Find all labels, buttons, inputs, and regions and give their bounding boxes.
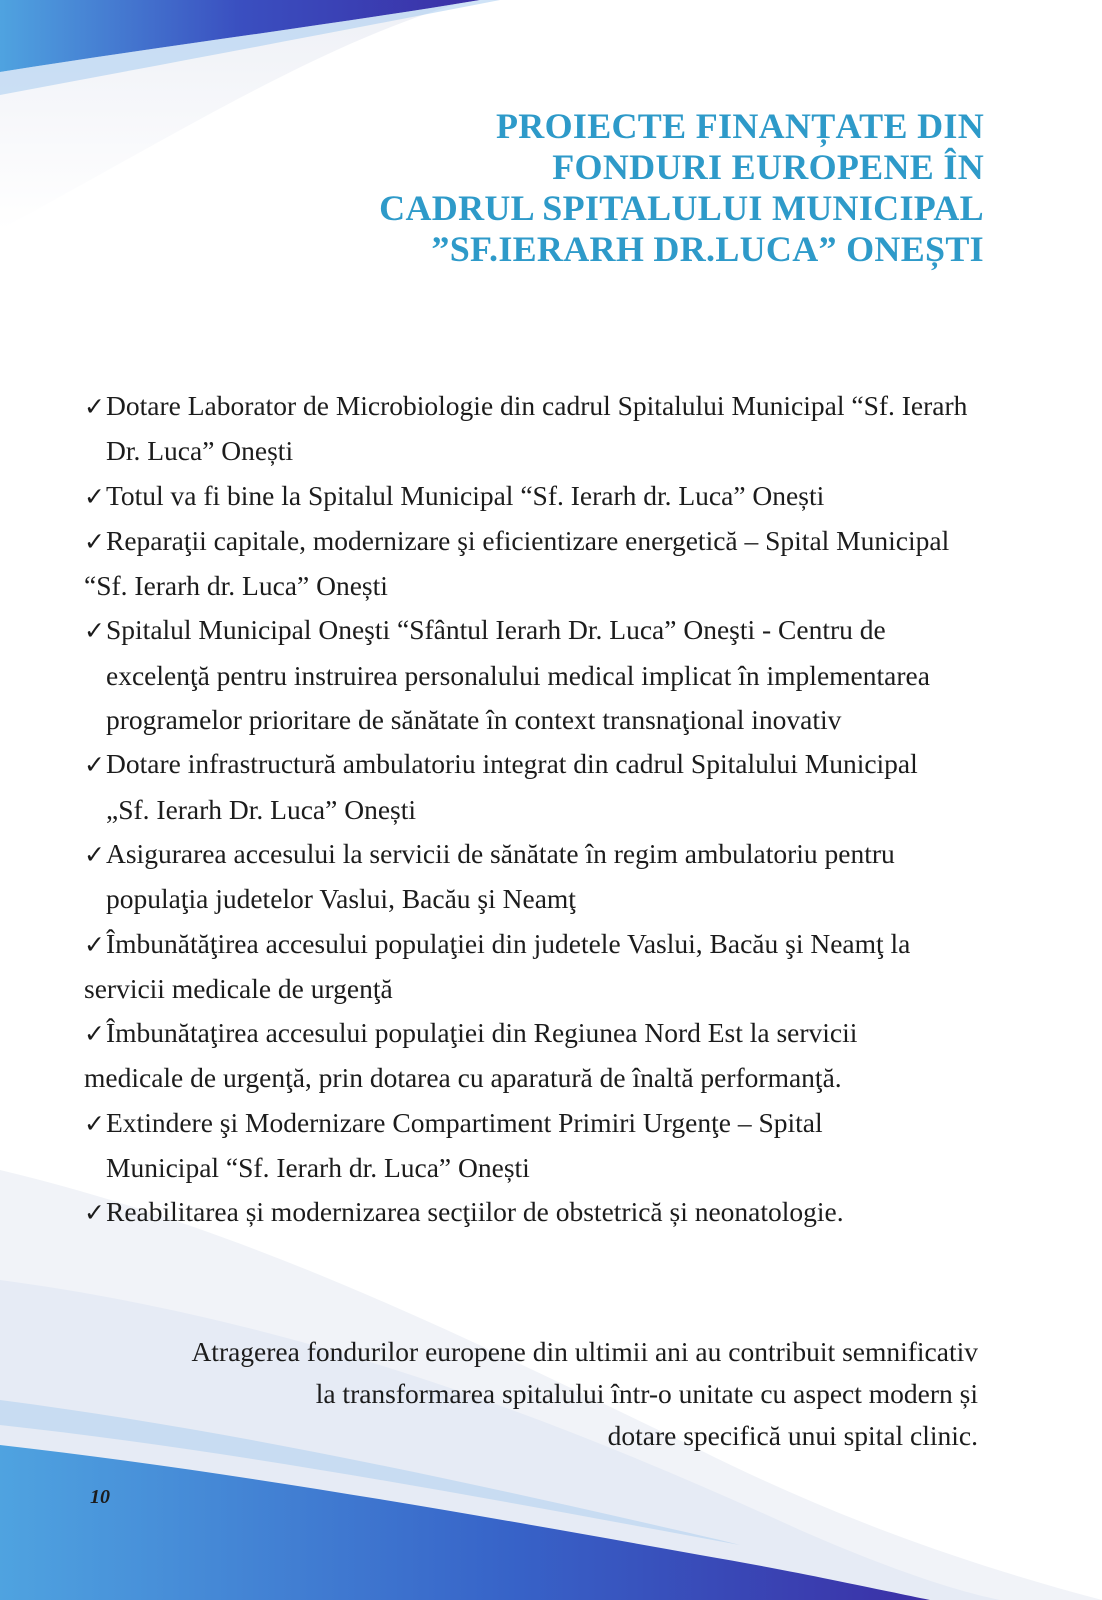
- project-title-continuation: excelenţă pentru instruirea personalului medical implicat în implementarea: [106, 659, 930, 691]
- project-title: Reabilitarea și modernizarea secţiilor de obstetrică și neonatologie.: [106, 1196, 844, 1228]
- project-title-continuation: “Sf. Ierarh dr. Luca” Onești: [84, 570, 388, 602]
- project-item: [84, 742, 1064, 832]
- title-line: ”SF.IERARH DR.LUCA” ONEȘTI: [431, 229, 984, 269]
- project-title: Extindere şi Modernizare Compartiment Primiri Urgenţe – Spital: [106, 1106, 823, 1138]
- project-item: [84, 1101, 1064, 1191]
- project-title: Îmbunătaţirea accesului populaţiei din Regiunea Nord Est la servicii: [106, 1017, 858, 1049]
- project-title: Totul va fi bine la Spitalul Municipal “Sf. Ierarh dr. Luca” Onești: [106, 479, 825, 511]
- project-title: Asigurarea accesului la servicii de sănătate în regim ambulatoriu pentru: [106, 837, 895, 869]
- checkmark-icon: ✓: [84, 616, 105, 646]
- checkmark-icon: ✓: [84, 481, 105, 511]
- project-title-continuation: Municipal “Sf. Ierarh dr. Luca” Onești: [106, 1152, 530, 1184]
- title-line: CADRUL SPITALULUI MUNICIPAL: [379, 188, 984, 228]
- page-title: [264, 106, 984, 270]
- project-title: Dotare infrastructură ambulatoriu integrat din cadrul Spitalului Municipal: [106, 748, 918, 780]
- checkmark-icon: ✓: [84, 1019, 105, 1049]
- checkmark-icon: ✓: [84, 929, 105, 959]
- closing-line: Atragerea fondurilor europene din ultimii ani au contribuit semnificativ: [191, 1336, 978, 1367]
- projects-list: [84, 384, 1064, 1236]
- project-item: [84, 922, 1064, 1012]
- closing-statement: [78, 1331, 978, 1457]
- project-item: [84, 1011, 1064, 1101]
- project-title: Spitalul Municipal Oneşti “Sfântul Ierarh Dr. Luca” Oneşti - Centru de: [106, 614, 886, 646]
- title-line: FONDURI EUROPENE ÎN: [552, 147, 984, 187]
- project-title: Îmbunătăţirea accesului populaţiei din judetele Vaslui, Bacău şi Neamţ la: [106, 927, 911, 959]
- project-item: [84, 832, 1064, 922]
- checkmark-icon: ✓: [84, 750, 105, 780]
- project-item: [84, 608, 1064, 742]
- project-title-continuation: servicii medicale de urgenţă: [84, 972, 393, 1004]
- title-line: PROIECTE FINANȚATE DIN: [496, 106, 984, 146]
- project-item: [84, 519, 1064, 609]
- project-item: [84, 474, 1064, 519]
- project-title-continuation: programelor prioritare de sănătate în context transnaţional inovativ: [106, 704, 842, 736]
- project-item: [84, 384, 1064, 474]
- checkmark-icon: ✓: [84, 1198, 105, 1228]
- project-item: [84, 1190, 1064, 1235]
- checkmark-icon: ✓: [84, 392, 105, 421]
- project-title: Reparaţii capitale, modernizare şi eficientizare energetică – Spital Municipal: [106, 524, 950, 556]
- project-title: Dotare Laborator de Microbiologie din cadrul Spitalului Municipal “Sf. Ierarh: [106, 390, 968, 421]
- page-number: 10: [90, 1486, 110, 1508]
- checkmark-icon: ✓: [84, 526, 105, 556]
- checkmark-icon: ✓: [84, 839, 105, 869]
- project-title-continuation: populaţia judetelor Vaslui, Bacău şi Neamţ: [106, 883, 576, 915]
- closing-line: dotare specifică unui spital clinic.: [607, 1420, 978, 1451]
- checkmark-icon: ✓: [84, 1108, 105, 1138]
- project-title-continuation: medicale de urgenţă, prin dotarea cu aparatură de înaltă performanţă.: [84, 1062, 842, 1094]
- project-title-continuation: „Sf. Ierarh Dr. Luca” Onești: [106, 793, 417, 825]
- project-title-continuation: Dr. Luca” Onești: [106, 435, 294, 467]
- closing-line: la transformarea spitalului într-o unitate cu aspect modern și: [315, 1378, 978, 1409]
